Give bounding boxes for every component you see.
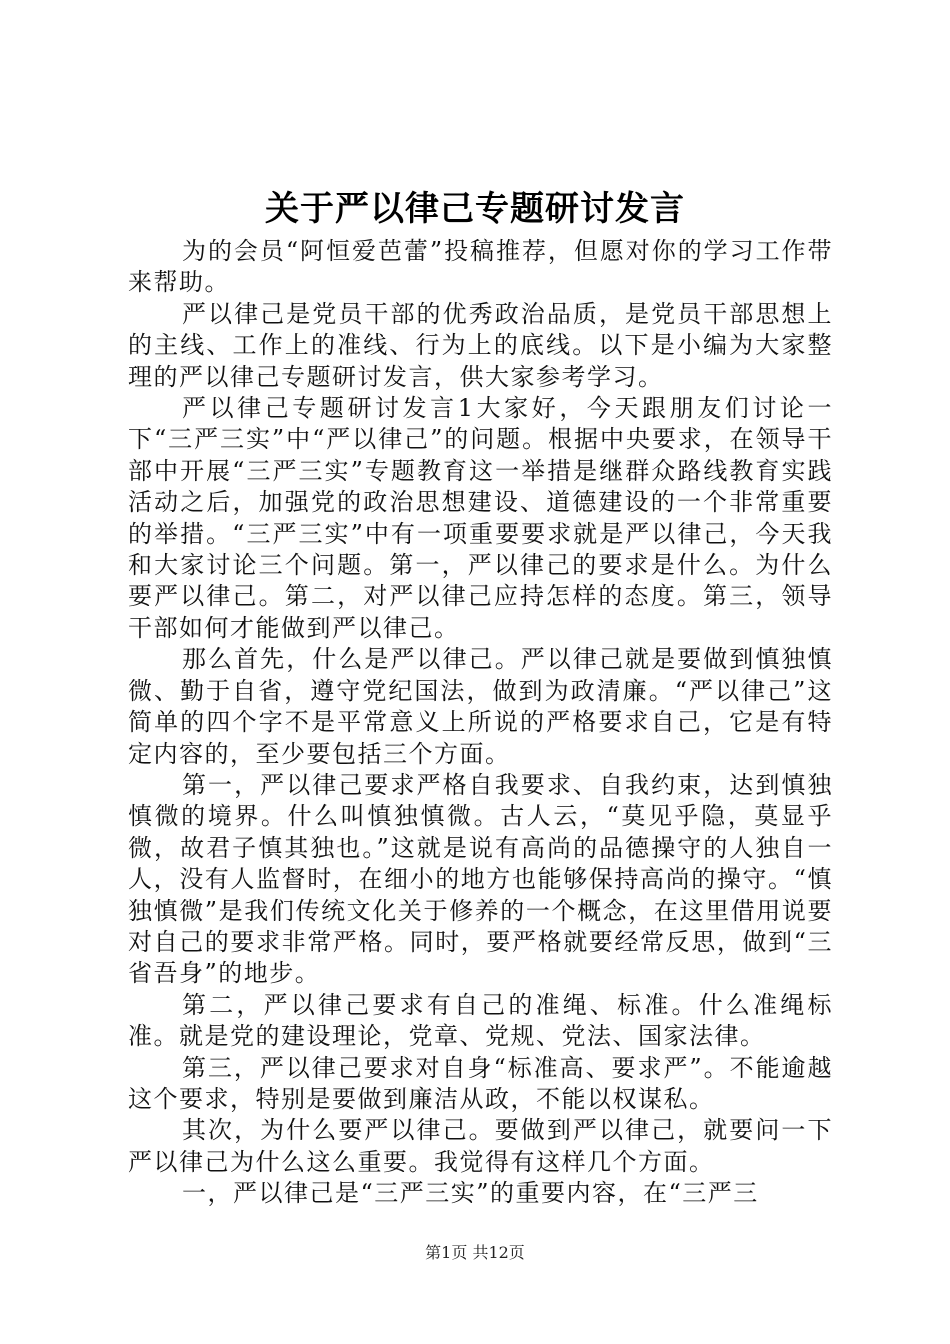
- paragraph-intro: 为的会员“阿恒爱芭蕾”投稿推荐，但愿对你的学习工作带来帮助。: [128, 237, 833, 297]
- paragraph-speech-opening: 严以律己专题研讨发言1大家好，今天跟朋友们讨论一下“三严三实”中“严以律己”的问题。根据中央要求，在领导干部中开展“三严三实”专题教育这一举措是继群众路线教育实践活动之后，加强党的政治思想建设、道德建设的一个非常重要的举措。“三严三实”中有一项重要要求就是严以律己，今天我和大家讨论三个问题。第一，严以律己的要求是什么。为什么要严以律己。第二，对严以律己应持怎样的态度。第三，领导干部如何才能做到严以律己。: [128, 394, 833, 642]
- document-title: 关于严以律己专题研讨发言: [265, 189, 685, 229]
- paragraph-point-one: 第一，严以律己要求严格自我要求、自我约束，达到慎独慎微的境界。什么叫慎独慎微。古人云，“莫见乎隐，莫显乎微，故君子慎其独也。”这就是说有高尚的品德操守的人独自一人，没有人监督时，在细小的地方也能够保持高尚的操守。“慎独慎微”是我们传统文化关于修养的一个概念，在这里借用说要对自己的要求非常严格。同时，要严格就要经常反思，做到“三省吾身”的地步。: [128, 770, 833, 988]
- document-body: [128, 236, 833, 1210]
- paragraph-point-three: 第三，严以律己要求对自身“标准高、要求严”。不能逾越这个要求，特别是要做到廉洁从政，不能以权谋私。: [128, 1053, 833, 1113]
- paragraph-why: 其次，为什么要严以律己。要做到严以律己，就要问一下严以律己为什么这么重要。我觉得有这样几个方面。: [128, 1116, 833, 1176]
- paragraph-summary: 严以律己是党员干部的优秀政治品质，是党员干部思想上的主线、工作上的准线、行为上的底线。以下是小编为大家整理的严以律己专题研讨发言，供大家参考学习。: [128, 299, 833, 391]
- paragraph-reason-one: 一，严以律己是“三严三实”的重要内容，在“三严三: [182, 1179, 759, 1208]
- paragraph-point-two: 第二，严以律己要求有自己的准绳、标准。什么准绳标准。就是党的建设理论，党章、党规、党法、国家法律。: [128, 990, 833, 1051]
- page-footer: 第1页 共12页: [425, 1243, 525, 1262]
- paragraph-definition: 那么首先，什么是严以律己。严以律己就是要做到慎独慎微、勤于自省，遵守党纪国法，做到为政清廉。“严以律己”这简单的四个字不是平常意义上所说的严格要求自己，它是有特定内容的，至少要包括三个方面。: [128, 645, 833, 768]
